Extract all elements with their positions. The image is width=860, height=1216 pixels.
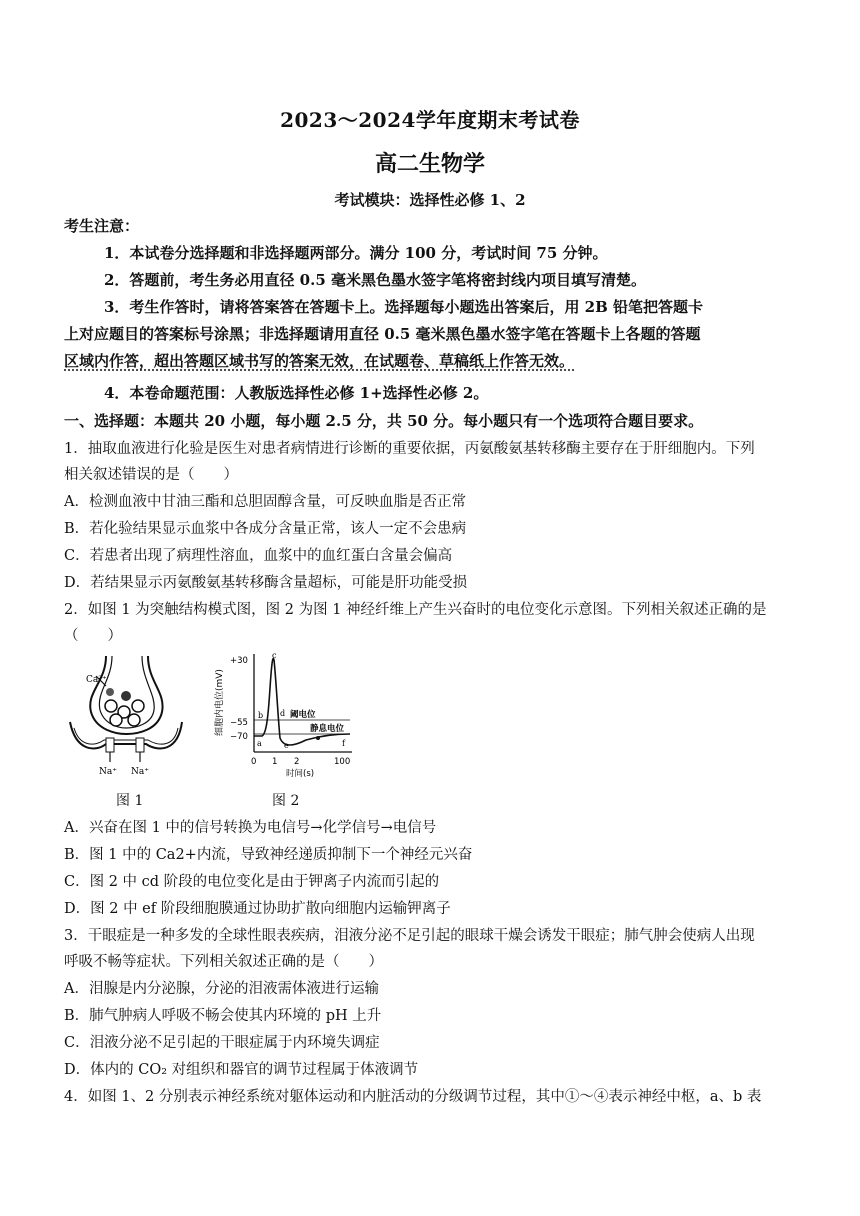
q3-option-c: C．泪液分泌不足引起的干眼症属于内环境失调症	[64, 1035, 380, 1051]
q4-stem-line1: 4．如图 1、2 分别表示神经系统对躯体运动和内脏活动的分级调节过程，其中①～④表示神经中枢，a、b 表	[64, 1089, 762, 1105]
figure-1-caption: 图 1	[116, 793, 144, 809]
figure-2-caption: 图 2	[272, 793, 300, 809]
resting-label: 静息电位	[310, 724, 345, 734]
point-c: c	[272, 651, 277, 660]
section-heading: 一、选择题：本题共 20 小题，每小题 2.5 分，共 50 分。每小题只有一个选项符合题目要求。	[64, 412, 704, 430]
subject-title: 高二生物学	[374, 151, 485, 177]
q3-option-b: B．肺气肿病人呼吸不畅会使其内环境的 pH 上升	[64, 1008, 382, 1024]
point-d: d	[280, 709, 286, 718]
notice-item-3-cont2: 区域内作答，超出答题区域书写的答案无效，在试题卷、草稿纸上作答无效。	[64, 352, 575, 370]
q2-option-a: A．兴奋在图 1 中的信号转换为电信号→化学信号→电信号	[64, 820, 437, 836]
threshold-label: 阈电位	[290, 710, 316, 720]
notice-item-3: 3．考生作答时，请将答案答在答题卡上。选择题每小题选出答案后，用 2B 铅笔把答题卡	[104, 298, 704, 316]
q2-option-c: C．图 2 中 cd 阶段的电位变化是由于钾离子内流而引起的	[64, 874, 440, 890]
synapse-figure	[66, 652, 186, 780]
q1-option-a: A．检测血液中甘油三酯和总胆固醇含量，可反映血脂是否正常	[64, 494, 466, 510]
exam-title: 2023～2024学年度期末考试卷	[280, 108, 580, 132]
notice-item-4: 4．本卷命题范围：人教版选择性必修 1+选择性必修 2。	[104, 384, 489, 402]
graph-xlabel: 时间(s)	[286, 769, 315, 779]
q2-stem-line2: （ ）	[64, 628, 122, 644]
q3-stem-line2: 呼吸不畅等症状。下列相关叙述正确的是（ ）	[64, 954, 383, 970]
ytick-70: −70	[230, 732, 248, 742]
q3-option-d: D．体内的 CO₂ 对组织和器官的调节过程属于体液调节	[64, 1062, 419, 1078]
sodium-label-2: Na⁺	[131, 767, 149, 777]
xtick-1: 1	[272, 757, 278, 767]
q3-stem-line1: 3．干眼症是一种多发的全球性眼表疾病，泪液分泌不足引起的眼球干燥会诱发干眼症；肺气肿会使病人出现	[64, 928, 755, 944]
sodium-label-1: Na⁺	[99, 767, 117, 777]
calcium-label: Ca²⁺	[86, 675, 107, 685]
q2-stem-line1: 2．如图 1 为突触结构模式图，图 2 为图 1 神经纤维上产生兴奋时的电位变化示意图。下列相关叙述正确的是	[64, 602, 767, 618]
module-line: 考试模块：选择性必修 1、2	[334, 191, 526, 209]
notice-item-3-cont1: 上对应题目的答案标号涂黑；非选择题请用直径 0.5 毫米黑色墨水签字笔在答题卡上各题的答题	[64, 325, 701, 343]
xtick-0: 0	[251, 757, 257, 767]
q3-option-a: A．泪腺是内分泌腺，分泌的泪液需体液进行运输	[64, 981, 379, 997]
point-a: a	[257, 739, 262, 748]
xtick-2: 2	[294, 757, 300, 767]
notice-item-2: 2．答题前，考生务必用直径 0.5 毫米黑色墨水签字笔将密封线内项目填写清楚。	[104, 271, 646, 289]
q1-option-c: C．若患者出现了病理性溶血，血浆中的血红蛋白含量会偏高	[64, 548, 453, 564]
notice-item-1: 1．本试卷分选择题和非选择题两部分。满分 100 分，考试时间 75 分钟。	[104, 244, 608, 262]
ytick-55: −55	[230, 718, 248, 728]
point-e: e	[284, 741, 289, 750]
q1-option-b: B．若化验结果显示血浆中各成分含量正常，该人一定不会患病	[64, 521, 467, 537]
point-f: f	[342, 739, 345, 748]
q1-option-d: D．若结果显示丙氨酸氨基转移酶含量超标，可能是肝功能受损	[64, 575, 468, 591]
xtick-100: 100	[334, 757, 351, 767]
notice-heading: 考生注意：	[64, 217, 140, 235]
ytick-30: +30	[230, 656, 248, 666]
graph-ylabel: 细胞内电位(mV)	[215, 669, 225, 736]
point-b: b	[258, 711, 264, 720]
q1-stem-line1: 1．抽取血液进行化验是医生对患者病情进行诊断的重要依据，丙氨酸氨基转移酶主要存在于肝细胞内。下列	[64, 441, 755, 457]
q2-option-d: D．图 2 中 ef 阶段细胞膜通过协助扩散向细胞内运输钾离子	[64, 901, 451, 917]
q2-option-b: B．图 1 中的 Ca2+内流，导致神经递质抑制下一个神经元兴奋	[64, 847, 473, 863]
potential-graph	[210, 648, 360, 780]
q1-stem-line2: 相关叙述错误的是（ ）	[64, 467, 238, 483]
